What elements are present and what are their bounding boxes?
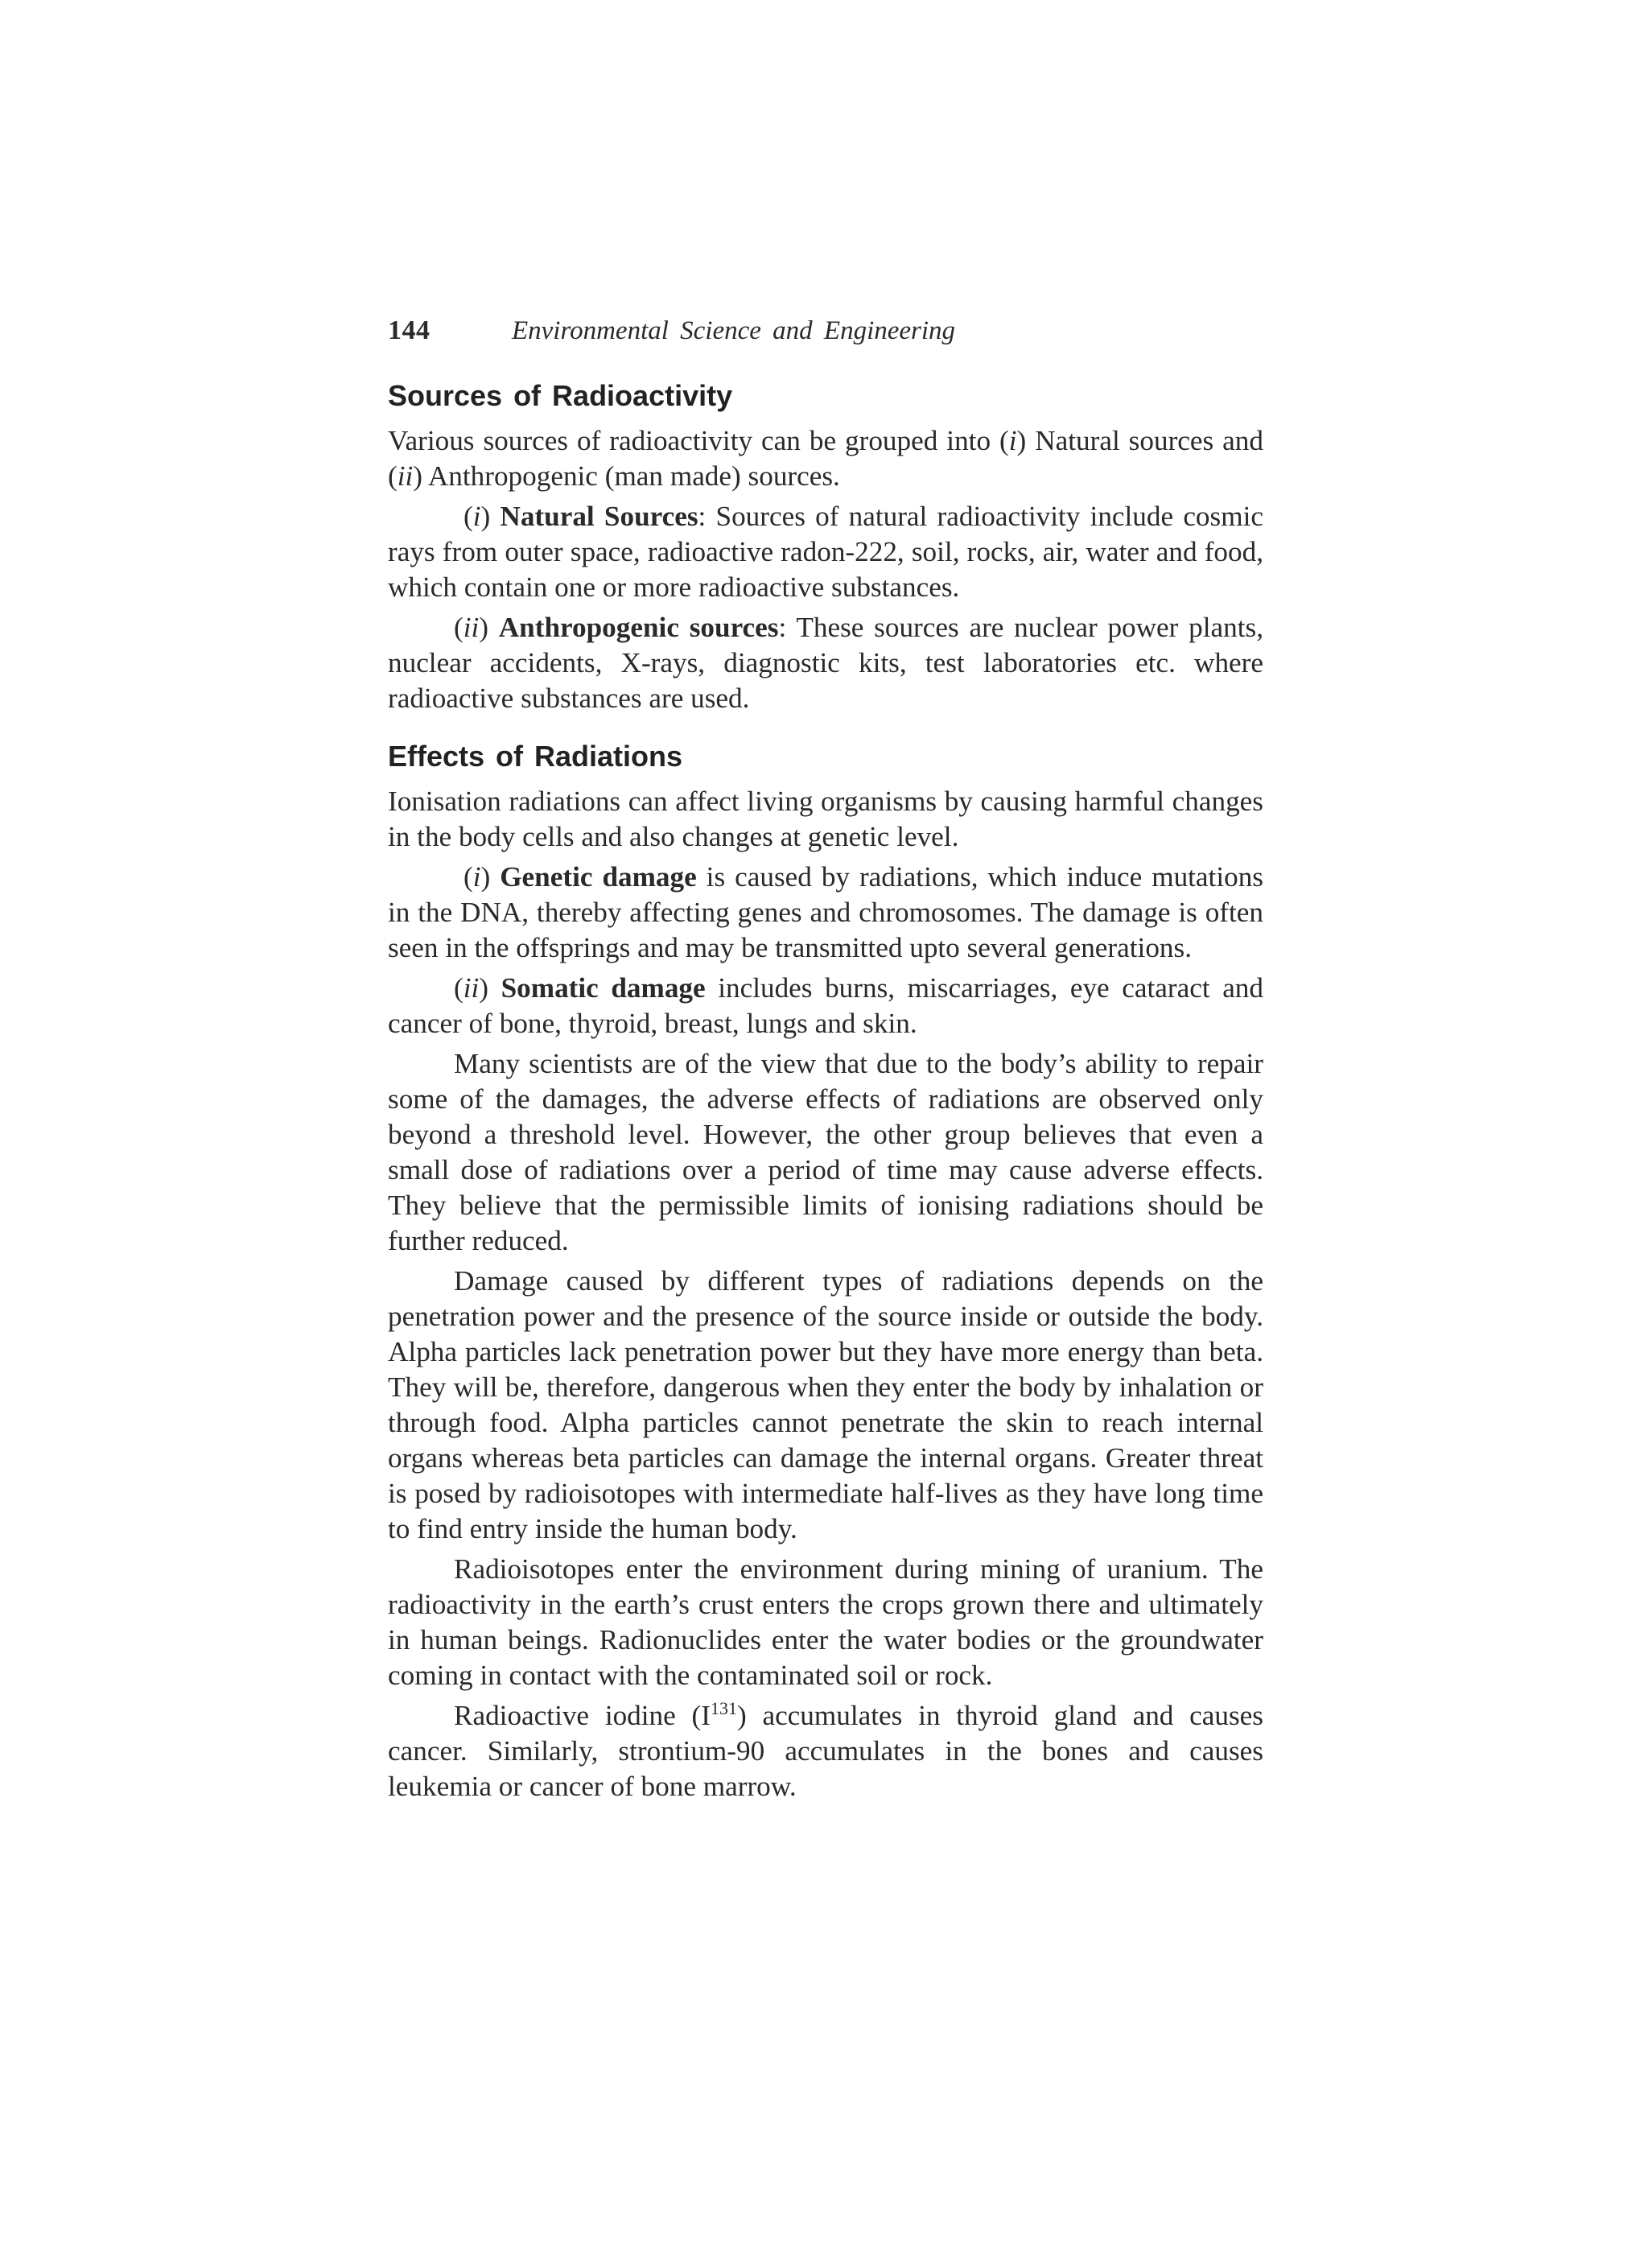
paragraph-natural-sources: (i) Natural Sources: Sources of natural radioactivity include cosmic rays from outer space, radioactive radon-222, soil, rocks, air, water and food, which contain one or more radioactive substances. bbox=[388, 501, 1263, 603]
section-heading-sources: Sources of Radioactivity bbox=[388, 379, 733, 412]
paragraph-effects-intro: Ionisation radiations can affect living organisms by causing harmful changes in the body cells and also changes at genetic level. bbox=[388, 786, 1263, 852]
term-genetic-damage: Genetic damage bbox=[500, 861, 697, 893]
book-page bbox=[388, 315, 1263, 1809]
paragraph-anthropogenic-sources: (ii) Anthropogenic sources: These sources are nuclear power plants, nuclear accidents, X-rays, diagnostic kits, test laboratories etc. where radioactive substances are used. bbox=[388, 612, 1263, 714]
paragraph-penetration-power: Damage caused by different types of radiations depends on the penetration power and the presence of the source inside or outside the body. Alpha particles lack penetration power but they have more energy than beta. They will be, therefore, dangerous when they enter the body by inhalation or through food. Alpha particles cannot penetrate the skin to reach internal organs whereas beta particles can damage the internal organs. Greater threat is posed by radioisotopes with intermediate half-lives as they have long time to find entry inside the human body. bbox=[388, 1265, 1263, 1544]
paragraph-radioisotopes-environment: Radioisotopes enter the environment during mining of uranium. The radioactivity in the earth’s crust enters the crops grown there and ultimately in human beings. Radionuclides enter the water bodies or the groundwater coming in contact with the contaminated soil or rock. bbox=[388, 1553, 1263, 1691]
paragraph-threshold-view: Many scientists are of the view that due to the body’s ability to repair some of the damages, the adverse effects of radiations are observed only beyond a threshold level. However, the other group believes that even a small dose of radiations over a period of time may cause adverse effects. They believe that the permissible limits of ionising radiations should be further reduced. bbox=[388, 1048, 1263, 1256]
paragraph-genetic-damage: (i) Genetic damage is caused by radiations, which induce mutations in the DNA, thereby affecting genes and chromosomes. The damage is often seen in the offsprings and may be transmitted upto several generations. bbox=[388, 861, 1263, 963]
term-somatic-damage: Somatic damage bbox=[501, 972, 706, 1004]
superscript-131: 131 bbox=[710, 1698, 737, 1718]
paragraph-sources-intro: Various sources of radioactivity can be grouped into (i) Natural sources and (ii) Anthropogenic (man made) sources. bbox=[388, 425, 1263, 492]
section-heading-effects: Effects of Radiations bbox=[388, 740, 683, 773]
paragraph-somatic-damage: (ii) Somatic damage includes burns, miscarriages, eye cataract and cancer of bone, thyroid, breast, lungs and skin. bbox=[388, 972, 1263, 1039]
paragraph-radioactive-iodine: Radioactive iodine $(I^{131})$ accumulates in thyroid gland and causes cancer. Similarly, strontium-90 accumulates in the bones and causes leukemia or cancer of bone marrow. bbox=[388, 1698, 1263, 1802]
page-number: 144 bbox=[388, 315, 431, 345]
term-anthropogenic-sources: Anthropogenic sources bbox=[498, 612, 779, 643]
running-title: Environmental Science and Engineering bbox=[512, 316, 956, 345]
running-head bbox=[388, 315, 1263, 364]
term-natural-sources: Natural Sources bbox=[500, 501, 698, 532]
